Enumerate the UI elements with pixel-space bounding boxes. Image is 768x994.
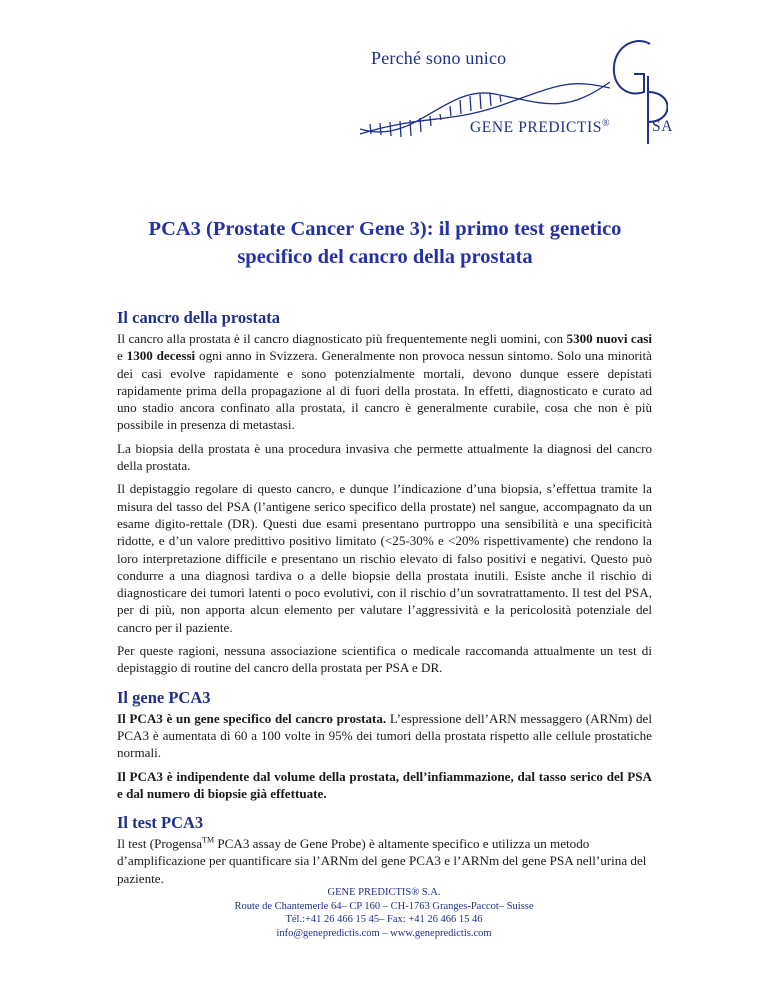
bold-text: 5300 nuovi casi bbox=[566, 331, 653, 346]
bold-text: 1300 decessi bbox=[126, 348, 196, 364]
paragraph bbox=[117, 710, 652, 762]
paragraph bbox=[117, 835, 652, 887]
brand-name: GENE PREDICTIS bbox=[470, 119, 602, 137]
text-run: e bbox=[117, 348, 127, 364]
footer-phone: Tél.:+41 26 466 15 45– Fax: +41 26 466 15 46 bbox=[285, 914, 483, 926]
section-heading-prostate-cancer: Il cancro della prostata bbox=[117, 308, 281, 327]
registered-mark: ® bbox=[601, 118, 611, 129]
section-heading-pca3-gene: Il gene PCA3 bbox=[117, 687, 211, 707]
title-line-1: PCA3 (Prostate Cancer Gene 3): il primo test genetico bbox=[148, 218, 622, 240]
header-tagline: Perché sono unico bbox=[371, 48, 507, 68]
page-footer bbox=[150, 886, 618, 940]
text-run: L’espressione dell’ARN messaggero (ARNm) del PCA3 è aumentata di 60 a 100 volte in 95% dei tumori della prostata rispetto alle cellule prostatiche normali. bbox=[117, 710, 652, 761]
text-run: ogni anno in Svizzera. Generalmente non provoca nessun sintomo. Solo una minorità dei casi evolve rapidamente e sono potenzialmente mortali, devono dunque essere depistati rapidamente prima della propagazione al di fuori della prostata. In effetti, diagnosticato e curato ad uno stadio ancora confinato alla prostata, il cancro è generalmente curabile, cosa che non è più possibile in presenza di metastasi. bbox=[117, 348, 652, 433]
paragraph: Per queste ragioni, nessuna associazione scientifica o medicale raccomanda attualmente un test di depistaggio di routine del cancro della prostata per PSA e DR. bbox=[117, 643, 652, 676]
document-title bbox=[70, 215, 700, 271]
text-run: PCA3 assay de Gene Probe) è altamente specifico e utilizza un metodo d’amplificazione per quantificare sia l’ARNm del gene PCA3 e l’ARNm del gene PSA nell’urina del paziente. bbox=[117, 836, 647, 886]
footer-company: GENE PREDICTIS® S.A. bbox=[327, 887, 441, 898]
paragraph bbox=[117, 330, 652, 434]
footer-address: Route de Chantemerle 64– CP 160 – CH-1763 Granges-Paccot– Suisse bbox=[234, 900, 534, 912]
trademark-mark: TM bbox=[202, 835, 215, 845]
section-heading-pca3-test: Il test PCA3 bbox=[117, 813, 204, 833]
document-body bbox=[117, 307, 652, 893]
brand-sa: SA bbox=[652, 118, 674, 135]
text-run: Il cancro alla prostata è il cancro diagnosticato più frequentemente negli uomini, con bbox=[117, 331, 567, 346]
paragraph: Il depistaggio regolare di questo cancro, e dunque l’indicazione d’una biopsia, s’effettua tramite la misura del tasso del PSA (l’antigene serico specifico della prostate) nel sangue, accompagnato da un esame digito-rettale (DR). Questi due esami presentano purtroppo una sensibilità e una specificità ridotte, e d’un valore predittivo positivo limitato (<25-30% e <20% rispettivamente) che rendono la loro interpretazione difficile e presentano un rischio elevato di falso positivi e negativi. Questo può condurre a una diagnosi tardiva o a delle biopsie della prostata inutili. Esiste anche il rischio di diagnosticare dei tumori latenti o poco evolutivi, con il rischio d’un sovratrattamento. Il test del PSA, per di più, non apporta alcun elemento per valutare l’aggressività e la pericolosità potenziale del cancro per il paziente. bbox=[117, 481, 652, 635]
brand-wordmark bbox=[470, 118, 610, 137]
paragraph bbox=[117, 768, 652, 803]
title-line-2: specifico del cancro della prostata bbox=[237, 246, 533, 268]
bold-text: Il PCA3 è indipendente dal volume della prostata, dell’infiammazione, dal tasso serico del PSA e dal numero di biopsie già effettuate. bbox=[117, 768, 652, 801]
text-run: Il test (Progensa bbox=[117, 836, 203, 852]
footer-contact: info@genepredictis.com – www.genepredictis.com bbox=[276, 927, 492, 939]
paragraph: La biopsia della prostata è una procedura invasiva che permette attualmente la diagnosi del cancro della prostata. bbox=[117, 440, 652, 474]
bold-text: Il PCA3 è un gene specifico del cancro prostata. bbox=[117, 710, 387, 726]
